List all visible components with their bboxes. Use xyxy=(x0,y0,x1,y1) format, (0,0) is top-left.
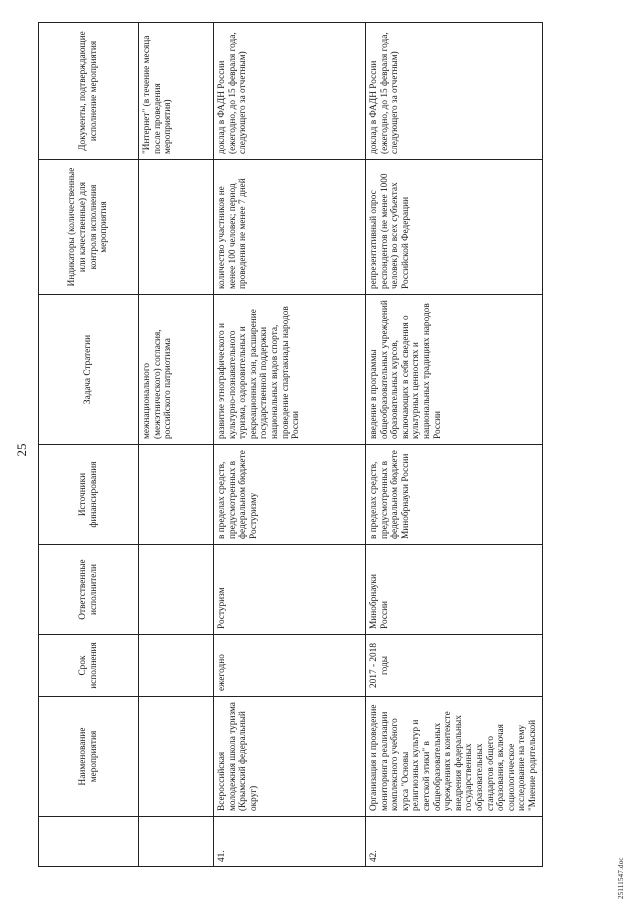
table-row xyxy=(214,23,366,867)
header-documents: Документы, подтверждающие исполнение мероприятия xyxy=(39,23,139,160)
table-row xyxy=(366,23,543,867)
cell-documents: доклад в ФАДН России (ежегодно, до 15 февраля года, следующего за отчетным) xyxy=(214,23,366,160)
cell-task: развитие этнографического и культурно-познавательного туризма, оздоровительных и рекреационных зон, расширение государственной поддержки национальных видов спорта, проведение спартакиады народов России xyxy=(214,295,366,445)
cell-funding: в пределах средств, предусмотренных в федеральном бюджете Минобрнауки России xyxy=(366,445,543,545)
table-header-row xyxy=(39,23,139,867)
cell-executors: Минобрнауки России xyxy=(366,545,543,635)
header-num xyxy=(39,817,139,867)
cell-executors: Ростуризм xyxy=(214,545,366,635)
cell-indicators xyxy=(139,160,214,295)
cell-name: Всероссийская молодежная школа туризма (Крымский федеральный округ) xyxy=(214,697,366,817)
header-executors: Ответственные исполнители xyxy=(39,545,139,635)
cell-term: ежегодно xyxy=(214,635,366,697)
events-table xyxy=(38,22,543,867)
header-funding: Источники финансирования xyxy=(39,445,139,545)
footer-code: 25111547.doc xyxy=(617,857,625,899)
cell-name: Организация и проведение мониторинга реализации комплексного учебного курса "Основы религиозных культур и светской этики" в общеобразовательных учреждениях в контексте внедрения федеральных государственных образовательных стандартов общего образования, включая социологическое исследование на тему "Мнение родительской xyxy=(366,697,543,817)
cell-funding xyxy=(139,445,214,545)
header-task: Задача Стратегии xyxy=(39,295,139,445)
header-term: Срок исполнения xyxy=(39,635,139,697)
header-indicators: Индикаторы (количественные или качественные) для контроля исполнения мероприятия xyxy=(39,160,139,295)
page-number: 25 xyxy=(14,443,29,457)
cell-executors xyxy=(139,545,214,635)
cell-documents: "Интернет" (в течение месяца после проведения мероприятия) xyxy=(139,23,214,160)
cell-task: межнационального (межэтнического) согласия, российского патриотизма xyxy=(139,295,214,445)
header-name: Наименование мероприятия xyxy=(39,697,139,817)
cell-num: 42. xyxy=(366,817,543,867)
cell-task: введение в программы общеобразовательных учреждений образовательных курсов, включающих в себя сведения о культурных ценностях и национальных традициях народов России xyxy=(366,295,543,445)
cell-num: 41. xyxy=(214,817,366,867)
cell-funding: в пределах средств, предусмотренных в федеральном бюджете Ростуризму xyxy=(214,445,366,545)
cell-term: 2017 - 2018 годы xyxy=(366,635,543,697)
cell-name xyxy=(139,697,214,817)
cell-indicators: репрезентативный опрос респондентов (не менее 1000 человек) во всех субъектах Российской Федерации xyxy=(366,160,543,295)
cell-num xyxy=(139,817,214,867)
cell-indicators: количество участников не менее 100 человек; период проведения не менее 7 дней xyxy=(214,160,366,295)
cell-documents: доклад в ФАДН России (ежегодно, до 15 февраля года, следующего за отчетным) xyxy=(366,23,543,160)
cell-term xyxy=(139,635,214,697)
table-row xyxy=(139,23,214,867)
